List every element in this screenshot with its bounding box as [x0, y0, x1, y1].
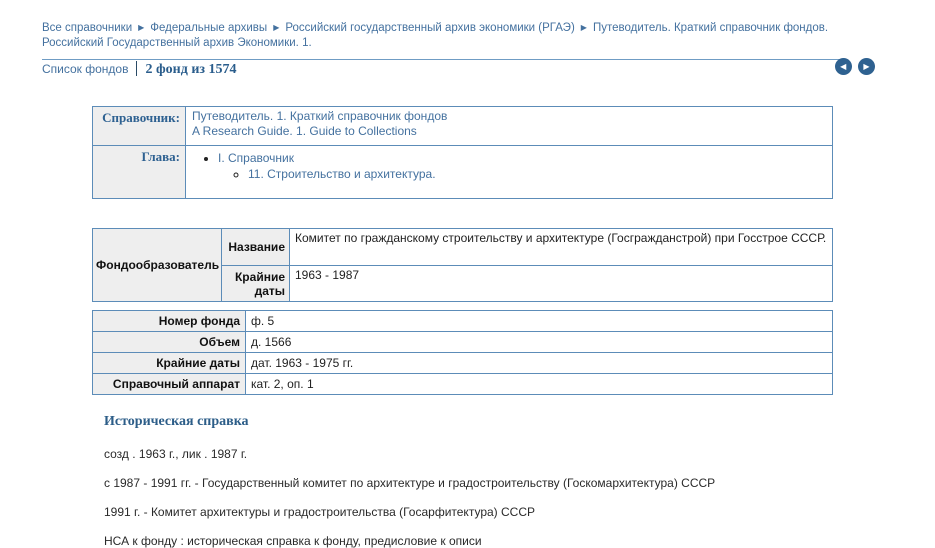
next-record-button[interactable]	[858, 58, 875, 75]
breadcrumb-separator-icon: ▶	[580, 23, 587, 32]
fond-list-link[interactable]: Список фондов	[42, 62, 129, 76]
breadcrumb-separator-icon: ▶	[273, 23, 280, 32]
breadcrumb-link-federal-archives[interactable]: Федеральные архивы	[150, 22, 268, 34]
creator-dates-value: 1963 - 1987	[290, 266, 833, 302]
fond-apparatus-label: Справочный аппарат	[93, 374, 246, 395]
historical-note-section	[104, 414, 844, 548]
reference-table	[92, 106, 833, 199]
table-row	[93, 107, 833, 146]
fond-volume-label: Объем	[93, 332, 246, 353]
chapter-sublist-item	[248, 167, 826, 182]
chapter-value-cell	[186, 146, 833, 199]
fond-volume-value: д. 1566	[246, 332, 833, 353]
creator-dates-label: Крайние даты	[222, 266, 290, 302]
record-pager	[832, 58, 875, 75]
table-row	[93, 353, 833, 374]
chapter-sublink[interactable]: 11. Строительство и архитектура.	[248, 167, 436, 181]
guide-link-en[interactable]: A Research Guide. 1. Guide to Collections	[192, 124, 417, 138]
table-row	[93, 229, 833, 266]
breadcrumb-link-guide[interactable]: Путеводитель. Краткий справочник фондов. Российский Государственный архив Экономики. 1.	[42, 22, 829, 49]
prev-record-button[interactable]	[835, 58, 852, 75]
arrow-left-icon: ◀	[840, 62, 847, 71]
breadcrumb-separator-icon: ▶	[138, 23, 145, 32]
breadcrumb	[42, 20, 847, 60]
fond-apparatus-value: кат. 2, оп. 1	[246, 374, 833, 395]
historical-note-title: Историческая справка	[104, 414, 249, 429]
fond-number-label: Номер фонда	[93, 311, 246, 332]
chapter-label: Глава:	[93, 146, 186, 199]
historical-note-paragraph: с 1987 - 1991 гг. - Государственный комитет по архитектуре и градостроительству (Госкомархитектура) СССР	[104, 476, 716, 490]
fond-attributes-table	[92, 310, 833, 395]
historical-note-paragraph: 1991 г. - Комитет архитектуры и градостроительства (Госарфитектура) СССР	[104, 505, 535, 519]
toolbar-divider	[136, 61, 137, 76]
fond-dates-value: дат. 1963 - 1975 гг.	[246, 353, 833, 374]
table-row	[93, 332, 833, 353]
chapter-link[interactable]: I. Справочник	[218, 151, 294, 165]
guide-value-cell	[186, 107, 833, 146]
table-row	[93, 311, 833, 332]
creator-name-label: Название	[222, 229, 290, 266]
fond-number-value: ф. 5	[246, 311, 833, 332]
breadcrumb-link-rgae[interactable]: Российский государственный архив экономики (РГАЭ)	[285, 22, 575, 34]
guide-label: Справочник:	[93, 107, 186, 146]
historical-note-paragraph: НСА к фонду : историческая справка к фонду, предисловие к описи	[104, 534, 482, 548]
creator-table	[92, 228, 833, 302]
creator-label: Фондообразователь	[93, 229, 222, 302]
table-row	[93, 374, 833, 395]
creator-name-value: Комитет по гражданскому строительству и архитектуре (Госгражданстрой) при Госстрое СССР.	[290, 229, 833, 266]
historical-note-paragraph: созд . 1963 г., лик . 1987 г.	[104, 447, 248, 461]
record-toolbar	[42, 61, 875, 83]
arrow-right-icon: ▶	[863, 62, 870, 71]
chapter-list-item	[218, 151, 826, 182]
guide-link-ru[interactable]: Путеводитель. 1. Краткий справочник фондов	[192, 109, 448, 123]
record-position-label: 2 фонд из 1574	[145, 62, 237, 77]
fond-dates-label: Крайние даты	[93, 353, 246, 374]
breadcrumb-link-all-guides[interactable]: Все справочники	[42, 22, 133, 34]
table-row	[93, 146, 833, 199]
